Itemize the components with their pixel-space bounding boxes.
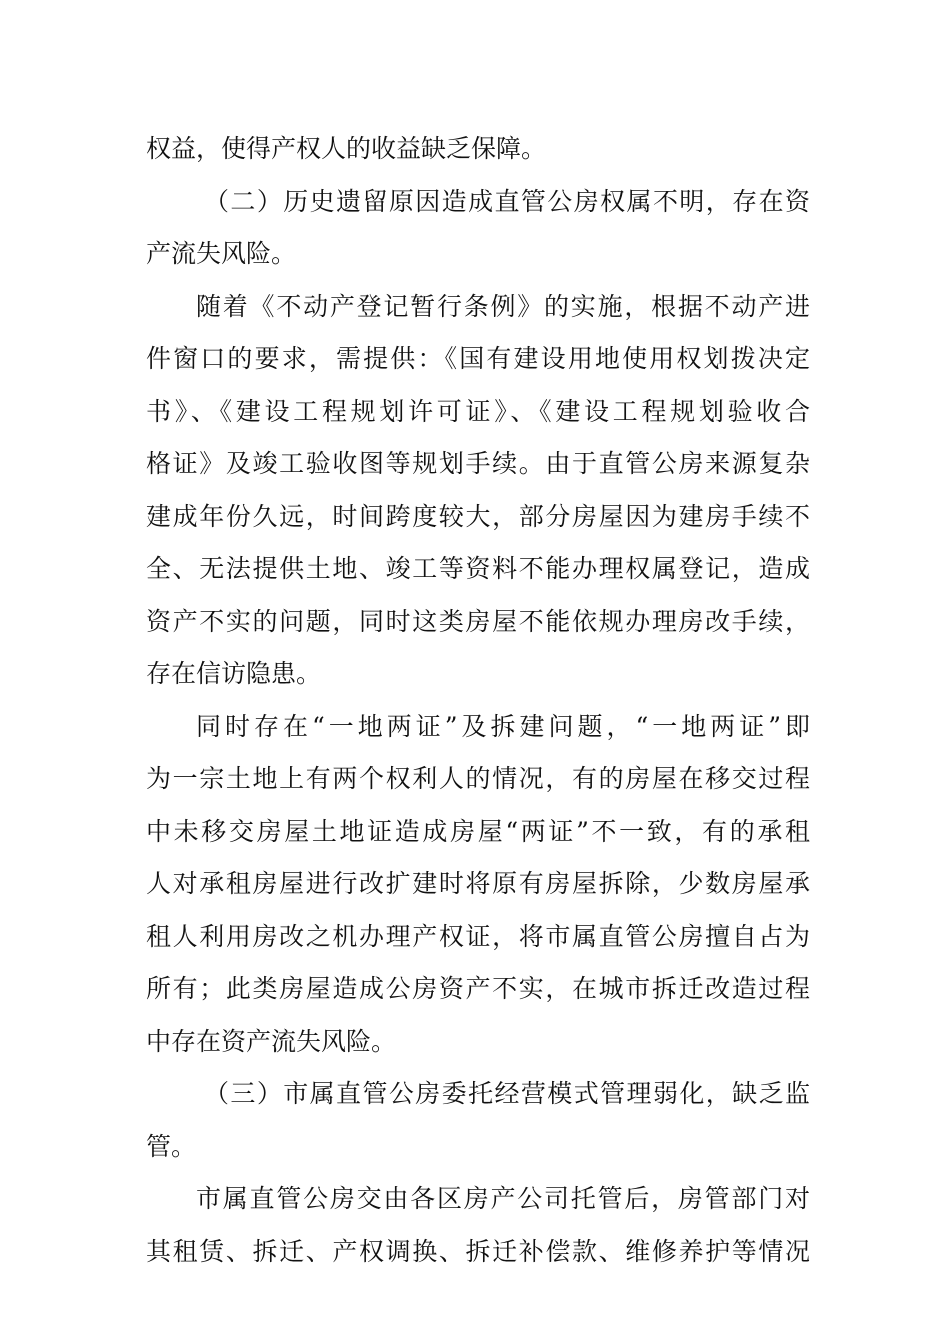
paragraph-line: 中未移交房屋土地证造成房屋“两证”不一致，有的承租	[146, 816, 810, 846]
paragraph-line: 为一宗土地上有两个权利人的情况，有的房屋在移交过程	[146, 764, 810, 793]
section-heading-line: 管。	[146, 1131, 197, 1161]
paragraph-line: 件窗口的要求，需提供：《国有建设用地使用权划拨决定	[146, 344, 810, 373]
paragraph-line: 书》、《建设工程规划许可证》、《建设工程规划验收合	[146, 396, 810, 426]
body-text	[146, 123, 810, 1278]
paragraph-line: 资产不实的问题，同时这类房屋不能依规办理房改手续，	[146, 606, 810, 636]
paragraph-line: 人对承租房屋进行改扩建时将原有房屋拆除，少数房屋承	[146, 869, 810, 898]
paragraph-line: 同时存在“一地两证”及拆建问题，“一地两证”即	[196, 711, 810, 741]
paragraph-line: 权益，使得产权人的收益缺乏保障。	[146, 134, 547, 163]
paragraph-line: 市属直管公房交由各区房产公司托管后，房管部门对	[196, 1184, 810, 1213]
section-heading-line: （三）市属直管公房委托经营模式管理弱化，缺乏监	[204, 1079, 810, 1108]
paragraph-line: 中存在资产流失风险。	[146, 1026, 397, 1056]
paragraph-line: 租人利用房改之机办理产权证，将市属直管公房擅自占为	[146, 921, 810, 951]
paragraph-line: 建成年份久远，时间跨度较大，部分房屋因为建房手续不	[146, 501, 810, 531]
paragraph-line: 存在信访隐患。	[146, 659, 322, 688]
paragraph-line: 格证》及竣工验收图等规划手续。由于直管公房来源复杂	[146, 449, 810, 478]
paragraph-line: 全、无法提供土地、竣工等资料不能办理权属登记，造成	[146, 554, 810, 583]
paragraph-line: 随着《不动产登记暂行条例》的实施，根据不动产进	[196, 291, 810, 321]
section-heading-line: 产流失风险。	[146, 239, 297, 268]
paragraph-line: 其租赁、拆迁、产权调换、拆迁补偿款、维修养护等情况	[146, 1236, 810, 1266]
paragraph-line: 所有；此类房屋造成公房资产不实，在城市拆迁改造过程	[146, 974, 810, 1003]
section-heading-line: （二）历史遗留原因造成直管公房权属不明，存在资	[204, 186, 810, 216]
